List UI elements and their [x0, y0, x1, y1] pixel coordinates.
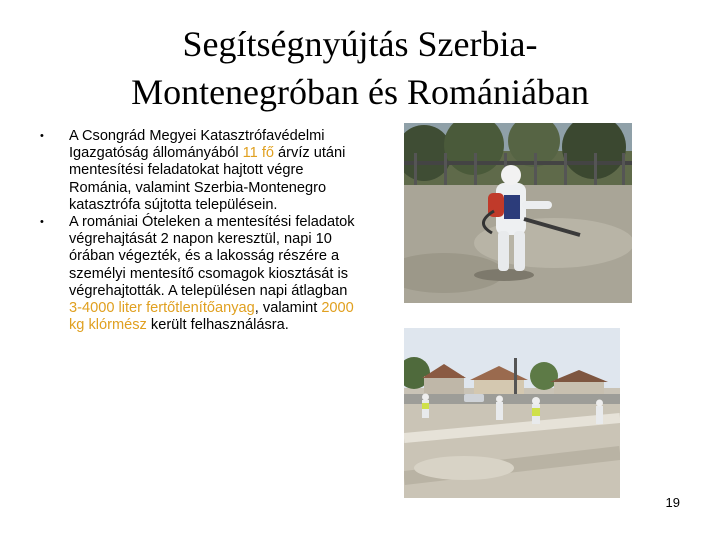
bullet-item-2: [40, 214, 355, 334]
bullet-list: [40, 128, 355, 334]
photo-decontamination-worker-image: [404, 123, 632, 303]
bullet-dot: •: [40, 216, 44, 229]
bullet-2-highlight-1: 3-4000 liter fertőtlenítőanyag: [69, 300, 255, 317]
page-number: 19: [665, 495, 680, 510]
bullet-item-1: [40, 128, 355, 214]
photo-decontamination-worker: [404, 123, 632, 303]
bullet-1-highlight: 11 fő: [242, 145, 274, 162]
bullet-1-text-before: A Csongrád Megyei Katasztrófavédelmi Igazgatóság állományából: [69, 128, 325, 162]
photo-village-decontamination-image: [404, 328, 620, 498]
bullet-1-text-after: árvíz utáni mentesítési feladatokat hajtott végre Románia, valamint Szerbia-Montenegro katasztrófa sújtotta településein.: [69, 145, 346, 213]
bullet-dot: •: [40, 130, 44, 142]
photo-village-decontamination: [404, 328, 620, 498]
slide-title: [40, 20, 680, 116]
bullet-2-text-part-3: került felhasználásra.: [146, 317, 289, 334]
title-line-1: Segítségnyújtás Szerbia-: [182, 24, 538, 64]
title-line-2: Montenegróban és Romániában: [131, 72, 589, 112]
bullet-2-text-part-2: , valamint: [254, 300, 322, 317]
bullet-2-text-part-1: A romániai Óteleken a mentesítési feladatok végrehajtását 2 napon keresztül, napi 10 órában végezték, és a lakosság részére a személyi mentesítő csomagok kiosztását is végrehajtották. A településen napi átlagban: [69, 214, 355, 299]
bullet-2-highlight-2: 2000 kg klórmész: [69, 300, 354, 334]
